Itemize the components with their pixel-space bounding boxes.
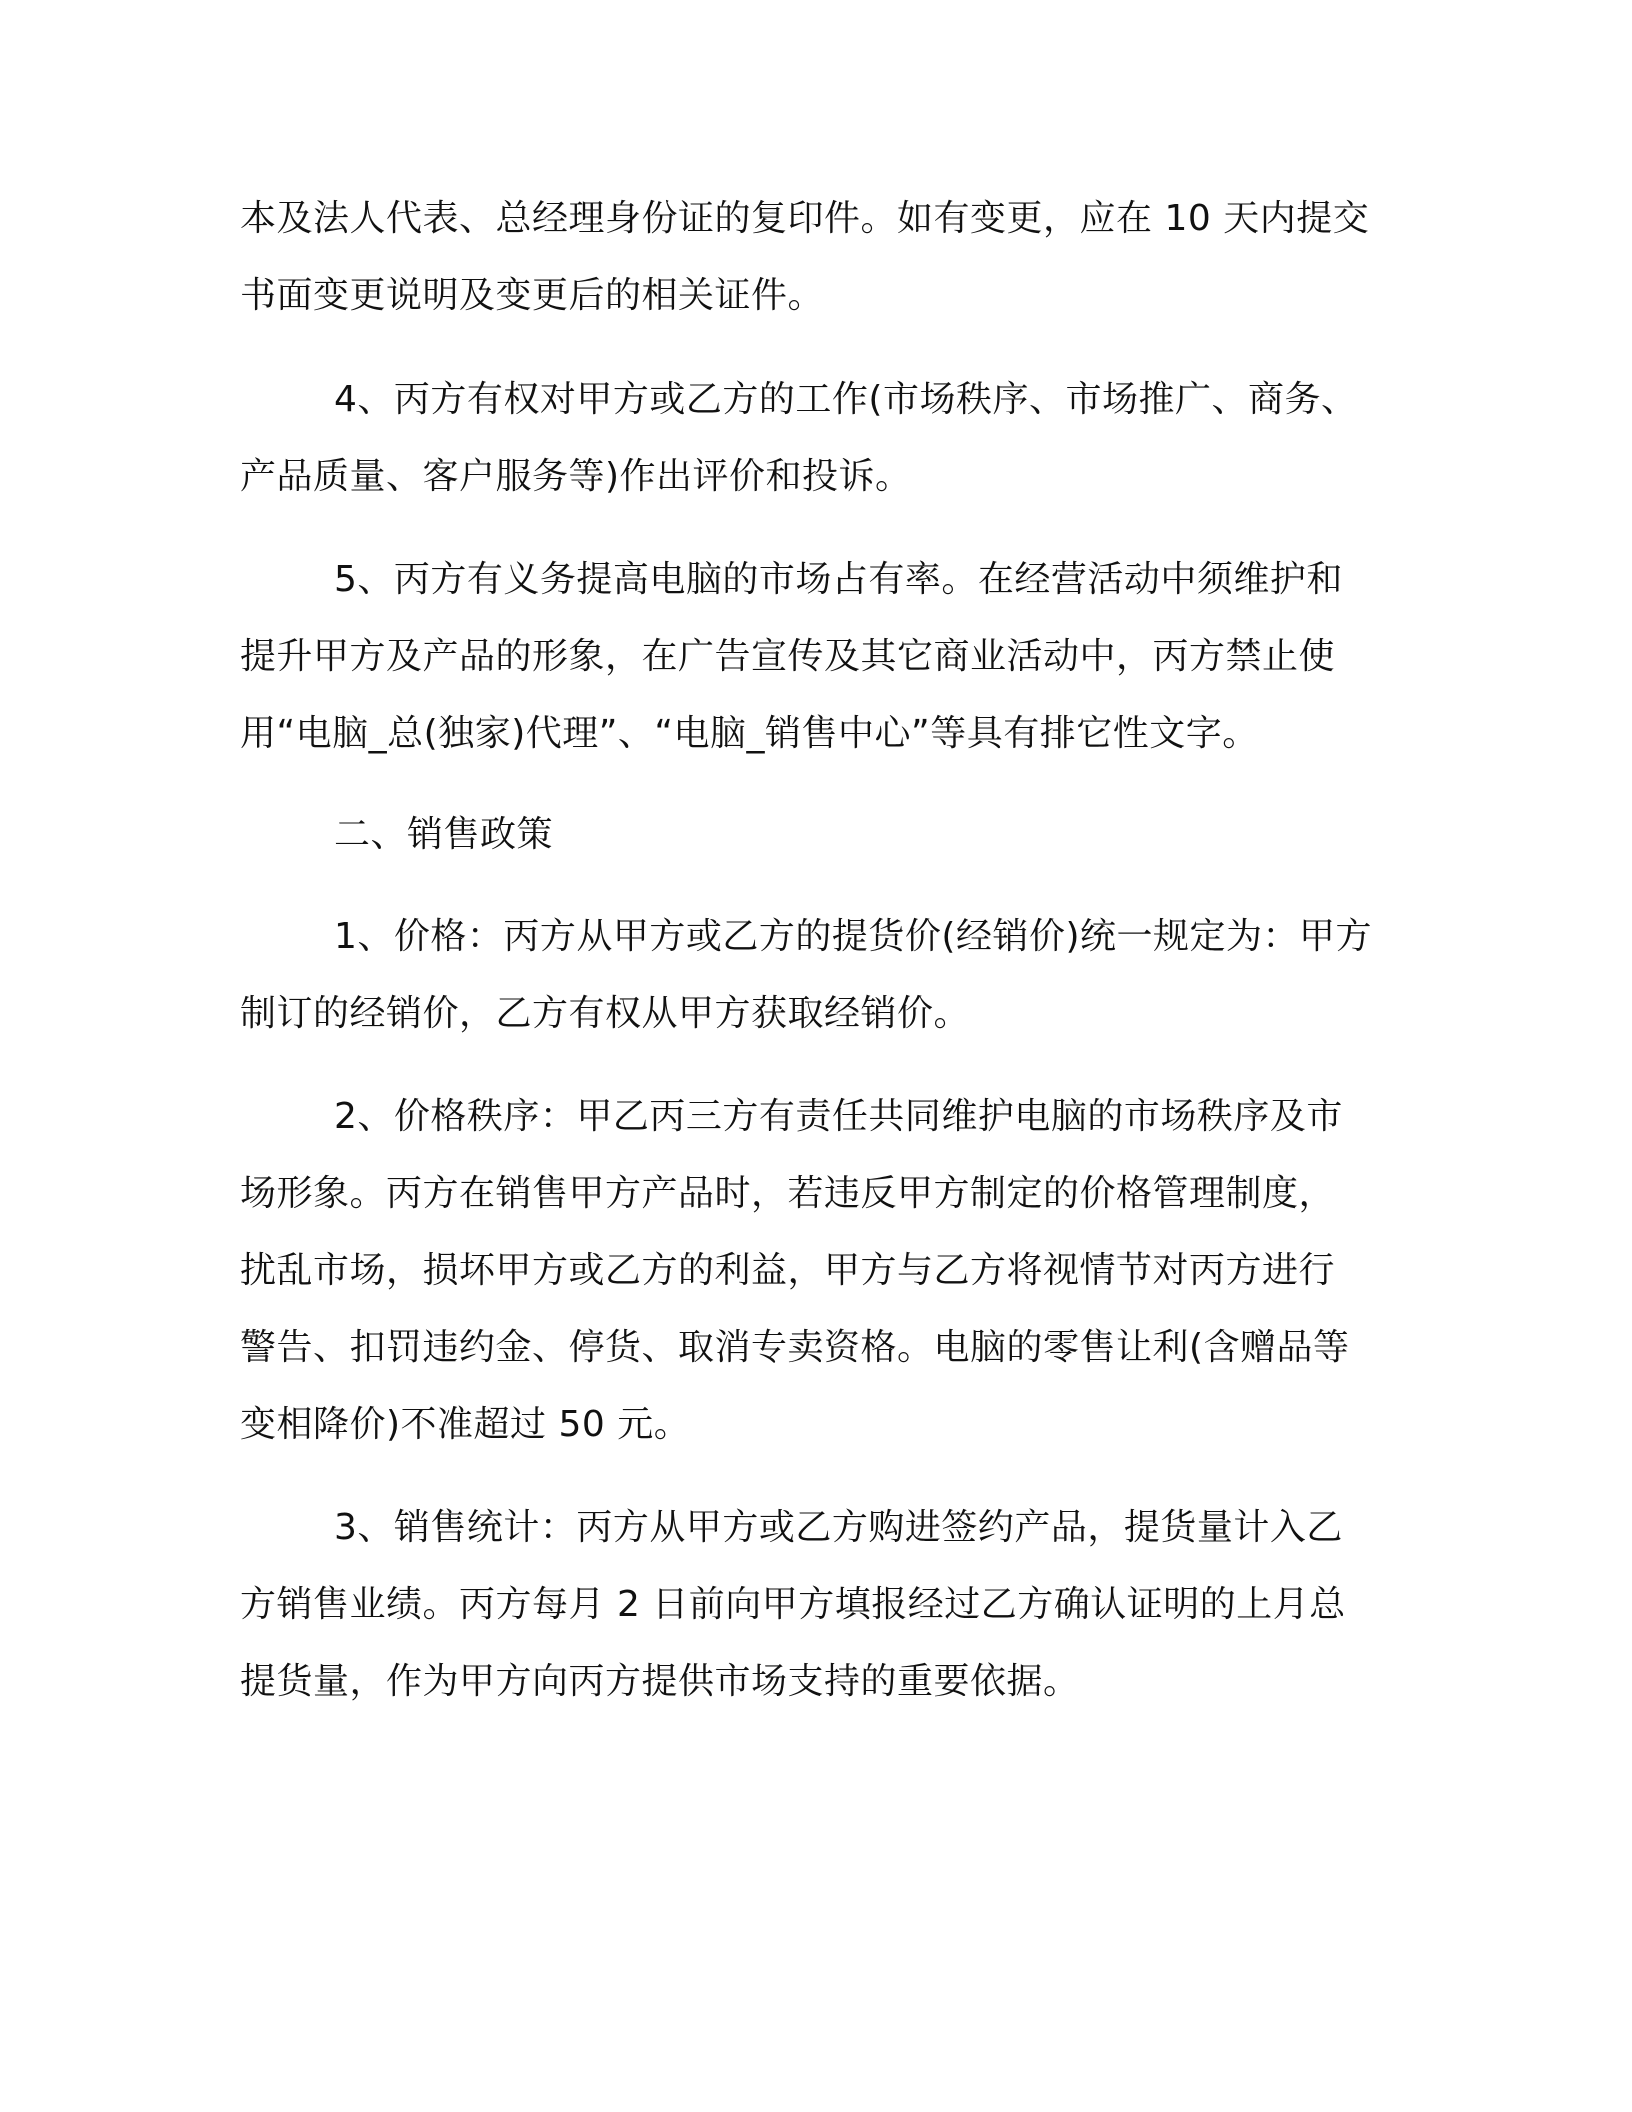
paragraph-continuation	[240, 180, 1400, 334]
text-line: 用“电脑_总(独家)代理”、“电脑_销售中心”等具有排它性文字。	[240, 713, 1259, 754]
text-line: 1、价格：丙方从甲方或乙方的提货价(经销价)统一规定为：甲方	[334, 916, 1372, 957]
paragraph-price	[240, 898, 1400, 1052]
text-line: 变相降价)不准超过 50 元。	[240, 1404, 691, 1445]
text-line: 产品质量、客户服务等)作出评价和投诉。	[240, 456, 912, 497]
section-heading	[240, 796, 1400, 873]
text-line: 本及法人代表、总经理身份证的复印件。如有变更，应在 10 天内提交	[240, 198, 1370, 239]
text-line: 提升甲方及产品的形象，在广告宣传及其它商业活动中，丙方禁止使	[240, 636, 1336, 677]
text-line: 制订的经销价，乙方有权从甲方获取经销价。	[240, 993, 971, 1034]
paragraph-price-order	[240, 1078, 1400, 1463]
paragraph-item-5	[240, 541, 1400, 772]
text-line: 5、丙方有义务提高电脑的市场占有率。在经营活动中须维护和	[334, 559, 1343, 600]
text-line: 4、丙方有权对甲方或乙方的工作(市场秩序、市场推广、商务、	[334, 379, 1358, 420]
text-line: 提货量，作为甲方向丙方提供市场支持的重要依据。	[240, 1661, 1080, 1702]
text-line: 方销售业绩。丙方每月 2 日前向甲方填报经过乙方确认证明的上月总	[240, 1584, 1346, 1625]
text-line: 场形象。丙方在销售甲方产品时，若违反甲方制定的价格管理制度，	[240, 1173, 1336, 1214]
heading-text: 二、销售政策	[334, 814, 554, 855]
text-line: 警告、扣罚违约金、停货、取消专卖资格。电脑的零售让利(含赠品等	[240, 1327, 1350, 1368]
text-line: 3、销售统计：丙方从甲方或乙方购进签约产品，提货量计入乙	[334, 1507, 1343, 1548]
text-line: 扰乱市场，损坏甲方或乙方的利益，甲方与乙方将视情节对丙方进行	[240, 1250, 1336, 1291]
paragraph-sales-stats	[240, 1489, 1400, 1720]
paragraph-item-4	[240, 361, 1400, 515]
text-line: 书面变更说明及变更后的相关证件。	[240, 275, 825, 316]
text-line: 2、价格秩序：甲乙丙三方有责任共同维护电脑的市场秩序及市	[334, 1096, 1343, 1137]
